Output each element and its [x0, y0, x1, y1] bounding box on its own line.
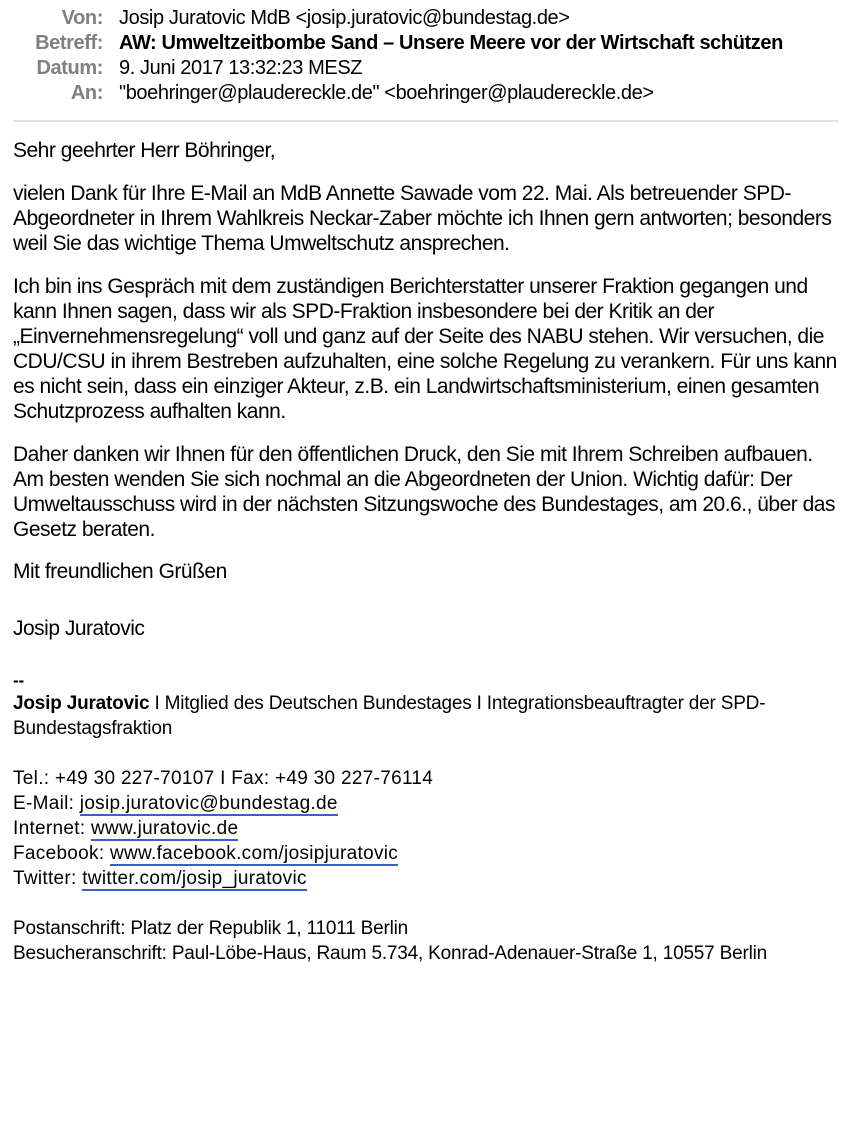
facebook-link[interactable]: www.facebook.com/josipjuratovic [110, 843, 399, 864]
email-line [13, 791, 840, 816]
from-value[interactable]: Josip Juratovic MdB <josip.juratovic@bundestag.de> [119, 7, 570, 29]
to-row [0, 81, 850, 106]
email-label: E-Mail: [13, 793, 80, 814]
greeting: Sehr geehrter Herr Böhringer, [13, 139, 276, 162]
website-link[interactable]: www.juratovic.de [91, 818, 239, 839]
email-header [0, 0, 850, 106]
postal-address: Postanschrift: Platz der Republik 1, 11011 Berlin [13, 918, 409, 939]
twitter-line [13, 866, 840, 891]
signature-title-line [13, 691, 840, 741]
from-row [0, 6, 850, 31]
email-link[interactable]: josip.juratovic@bundestag.de [79, 793, 338, 814]
closing: Mit freundlichen Grüßen [13, 560, 227, 583]
email-body [0, 138, 850, 641]
twitter-label: Twitter: [13, 868, 83, 889]
signature-separator: -- [13, 671, 24, 690]
date-label: Datum: [36, 57, 103, 79]
internet-label: Internet: [13, 818, 91, 839]
header-divider [13, 120, 838, 122]
phone-fax: Tel.: +49 30 227-70107 I Fax: +49 30 227-76114 [13, 768, 434, 789]
from-label: Von: [61, 7, 103, 29]
date-row [0, 56, 850, 81]
signature [0, 671, 850, 966]
date-value: 9. Juni 2017 13:32:23 MESZ [119, 57, 363, 79]
body-paragraph: Ich bin ins Gespräch mit dem zuständigen Berichterstatter unserer Fraktion gegangen und kann Ihnen sagen, dass wir als SPD-Fraktion insbesondere bei der Kritik an der „Einvernehmensregelung“ voll und ganz auf der Seite des NABU stehen. Wir versuchen, die CDU/CSU in ihrem Bestreben aufzuhalten, eine solche Regelung zu verankern. Für uns kann es nicht sein, dass ein einziger Akteur, z.B. ein Landwirtschaftsministerium, einen gesamten Schutzprozess aufhalten kann. [13, 275, 837, 423]
twitter-link[interactable]: twitter.com/josip_juratovic [82, 868, 307, 889]
signature-name: Josip Juratovic [13, 693, 150, 714]
internet-line [13, 816, 840, 841]
signature-title: I Mitglied des Deutschen Bundestages I Integrationsbeauftragter der SPD-Bundestagsfraktion [13, 693, 766, 739]
facebook-line [13, 841, 840, 866]
to-value[interactable]: "boehringer@plaudereckle.de" <boehringer@plaudereckle.de> [119, 82, 654, 104]
contact-block [13, 766, 840, 891]
visitor-address: Besucheranschrift: Paul-Löbe-Haus, Raum 5.734, Konrad-Adenauer-Straße 1, 10557 Berlin [13, 943, 767, 964]
subject-value: AW: Umweltzeitbombe Sand – Unsere Meere vor der Wirtschaft schützen [119, 32, 783, 54]
body-paragraph: vielen Dank für Ihre E-Mail an MdB Annette Sawade vom 22. Mai. Als betreuender SPD-Abgeordneter in Ihrem Wahlkreis Neckar-Zaber möchte ich Ihnen gern antworten; besonders weil Sie das wichtige Thema Umweltschutz ansprechen. [13, 182, 832, 255]
address-block [13, 916, 840, 966]
sender-name: Josip Juratovic [13, 617, 145, 640]
subject-label: Betreff: [35, 32, 103, 54]
body-paragraph: Daher danken wir Ihnen für den öffentlichen Druck, den Sie mit Ihrem Schreiben aufbauen. Am besten wenden Sie sich nochmal an die Abgeordneten der Union. Wichtig dafür: Der Umweltausschuss wird in der nächsten Sitzungswoche des Bundestages, am 20.6., über das Gesetz beraten. [13, 443, 835, 541]
facebook-label: Facebook: [13, 843, 110, 864]
subject-row [0, 31, 850, 56]
to-label: An: [70, 82, 103, 104]
